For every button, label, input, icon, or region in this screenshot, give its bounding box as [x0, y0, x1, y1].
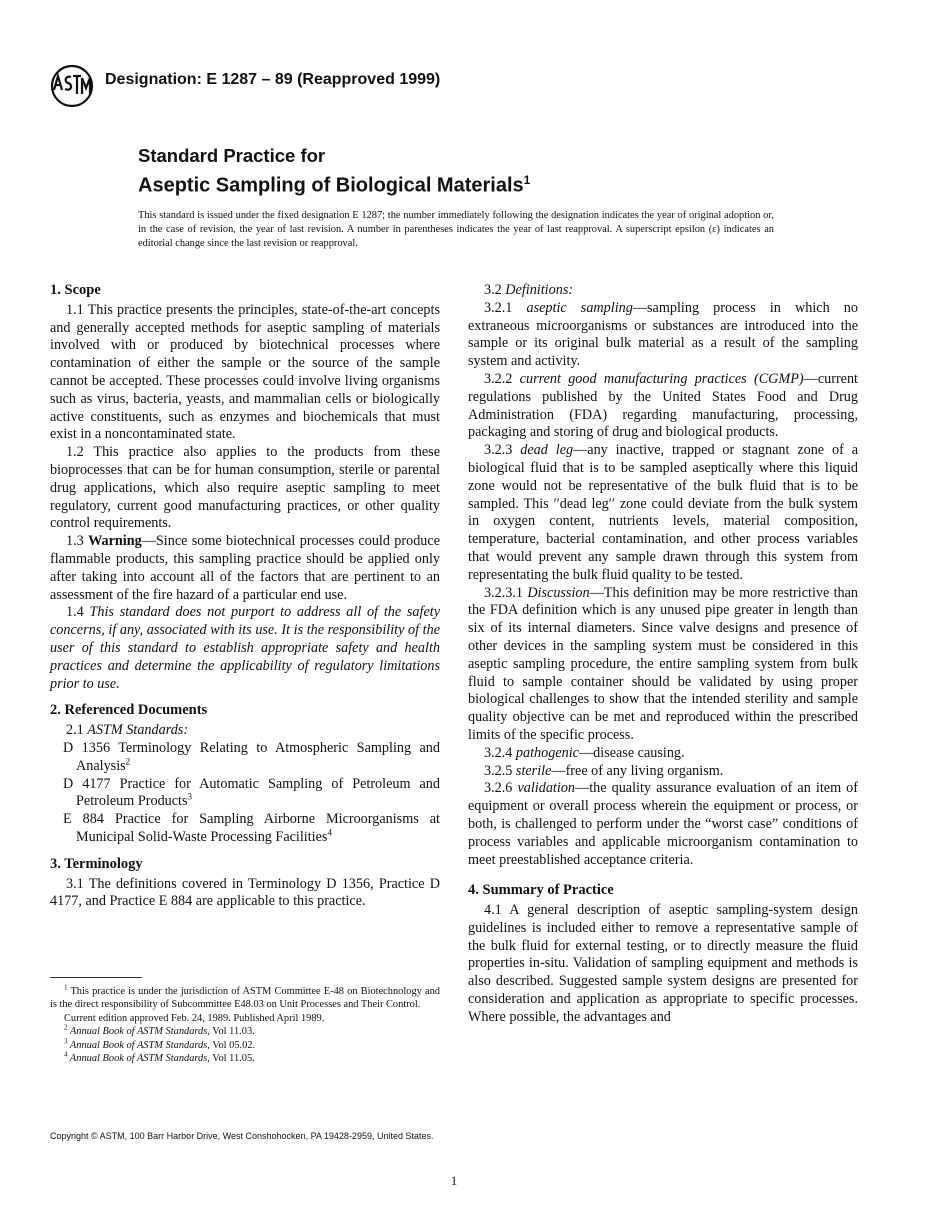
- section-heading-referenced: 2. Referenced Documents: [50, 702, 208, 719]
- paragraph-1-1: 1.1 This practice presents the principles, state-of-the-art concepts and generally accepted methods for aseptic sampling of materials involved with or produced by biotechnical processes where contamination of either the sample or the source of the sample cannot be accepted. These processes could involve living organisms such as virus, bacteria, yeasts, and mammalian cells or biologically active constituents, such as enzymes and biochemicals that must exist in a noncontaminated state.: [50, 301, 440, 443]
- footnote-2: $^2$ Annual Book of ASTM Standards, Vol 11.03.: [64, 1023, 255, 1038]
- footnote-3: $^3$ Annual Book of ASTM Standards, Vol 05.02.: [64, 1037, 256, 1051]
- title-footnote-mark: 1: [523, 173, 531, 187]
- reference-d1356: D 1356 Terminology Relating to Atmospheric Sampling and Analysis$^2$: [63, 739, 440, 774]
- footnote-4: $^4$ Annual Book of ASTM Standards, Vol 11.05.: [64, 1050, 255, 1065]
- paragraph-2-1: 2.1 ASTM Standards:: [66, 722, 189, 739]
- definition-3-2-3: 3.2.3 dead leg—any inactive, trapped or stagnant zone of a biological fluid that is to be sampled aseptically where this liquid zone would not be representative of the bulk fluid that is to be sampled. This ′′dead leg′′ zone could deviate from the bulk system in oxygen content, nutrients levels, material composition, temperature, bacterial contamination, and other process variables that would prevent any sample drawn through this system from representating the bulk fluid quality to be tested.: [468, 442, 859, 583]
- footnote-rule: [50, 977, 142, 978]
- copyright-notice: Copyright © ASTM, 100 Barr Harbor Drive, West Conshohocken, PA 19428-2959, United States.: [50, 1131, 434, 1141]
- title-line-1: Standard Practice for: [138, 145, 326, 166]
- footnote-1-edition: Current edition approved Feb. 24, 1989. Published April 1989.: [64, 1012, 325, 1024]
- document-title: [138, 145, 530, 199]
- paragraph-1-4: 1.4 This standard does not purport to address all of the safety concerns, if any, associated with its use. It is the responsibility of the user of this standard to establish appropriate safety and health practices and determine the applicability of regulatory limitations prior to use.: [50, 604, 440, 692]
- page-number: 1: [450, 1173, 458, 1188]
- paragraph-1-3: 1.3 Warning—Since some biotechnical processes could produce flammable products, this sampling practice should be applied only after taking into account all of the factors that are pertinent to an assessment of the fire hazard of a particular end use.: [50, 533, 440, 603]
- reference-e884: E 884 Practice for Sampling Airborne Microorganisms at Municipal Solid-Waste Processing Facilities$^4$: [63, 811, 440, 845]
- left-column: [50, 282, 440, 911]
- definition-3-2-3-1: 3.2.3.1 Discussion—This definition may be more restrictive than the FDA definition which is any unused pipe greater in length than six of its internal diameters. Since valve designs and presence of other devices in the sampling system must be considered in this aseptic sampling procedure, the entire sampling system from bulk fluid to sample container should be validated by using proper biological challenges to show that the intended sterility and sample quality objective can be met and reproduced within the prescribed limits of the specific process.: [468, 584, 858, 743]
- paragraph-4-1: 4.1 A general description of aseptic sampling-system design guidelines is included either to remove a representative sample of the bulk fluid for external testing, or to directly measure the fluid properties in-situ. Validation of sampling equipment and methods is also described. Suggested sample system designs are presented for consideration and application as appropriate to specific processes. Where possible, the advantages and: [468, 902, 858, 1025]
- astm-logo-icon: [48, 64, 96, 108]
- title-line-2: Aseptic Sampling of Biological Materials$^1$: [138, 173, 531, 197]
- definition-3-2-2: 3.2.2 current good manufacturing practices (CGMP)—current regulations published by the United States Food and Drug Administration (FDA) regarding manufacturing, processing, packaging and storing of drug and biological products.: [468, 370, 859, 441]
- definition-3-2-6: 3.2.6 validation—the quality assurance evaluation of an item of equipment or overall process wherein the equipment or process, or both, is challenged to perform under the “worst case” conditions of process variables and applicable microorganism contamination to meet preestablished acceptance criteria.: [468, 780, 859, 868]
- definition-3-2-1: 3.2.1 aseptic sampling—sampling process in which no extraneous microorganisms or substances are introduced into the sample or its original bulk material as a result of the sampling system and activity.: [468, 299, 858, 370]
- issuance-note: This standard is issued under the fixed designation E 1287; the number immediately following the designation indicates the year of original adoption or, in the case of revision, the year of last revision. A number in parentheses indicates the year of last reapproval. A superscript epsilon (ε) indicates an editorial change since the last revision or reapproval.: [138, 210, 774, 249]
- definition-3-2-4: 3.2.4 pathogenic—disease causing.: [484, 744, 685, 761]
- reference-d4177: D 4177 Practice for Automatic Sampling of Petroleum and Petroleum Products$^3$: [63, 775, 440, 810]
- section-heading-scope: 1. Scope: [50, 282, 101, 298]
- section-heading-summary: 4. Summary of Practice: [468, 882, 614, 899]
- paragraph-3-2: 3.2 Definitions:: [484, 282, 574, 298]
- footnotes: [50, 985, 440, 1065]
- definition-3-2-5: 3.2.5 sterile—free of any living organism.: [484, 762, 724, 779]
- footnote-1: $^1$ This practice is under the jurisdiction of ASTM Committee E-48 on Biotechnology and is the direct responsibility of Subcommittee E48.03 on Unit Processes and Their Control.: [50, 983, 440, 1011]
- paragraph-3-1: 3.1 The definitions covered in Terminology D 1356, Practice D 4177, and Practice E 884 are applicable to this practice.: [50, 875, 440, 910]
- designation: Designation: E 1287 – 89 (Reapproved 1999): [105, 71, 441, 88]
- section-heading-terminology: 3. Terminology: [50, 855, 143, 872]
- right-column: [468, 282, 858, 1027]
- paragraph-1-2: 1.2 This practice also applies to the products from these bioprocesses that can be for human consumption, sterile or parental drug applications, which also require aseptic sampling to meet regulatory, current good manufacturing practices, or other quality control requirements.: [50, 444, 440, 532]
